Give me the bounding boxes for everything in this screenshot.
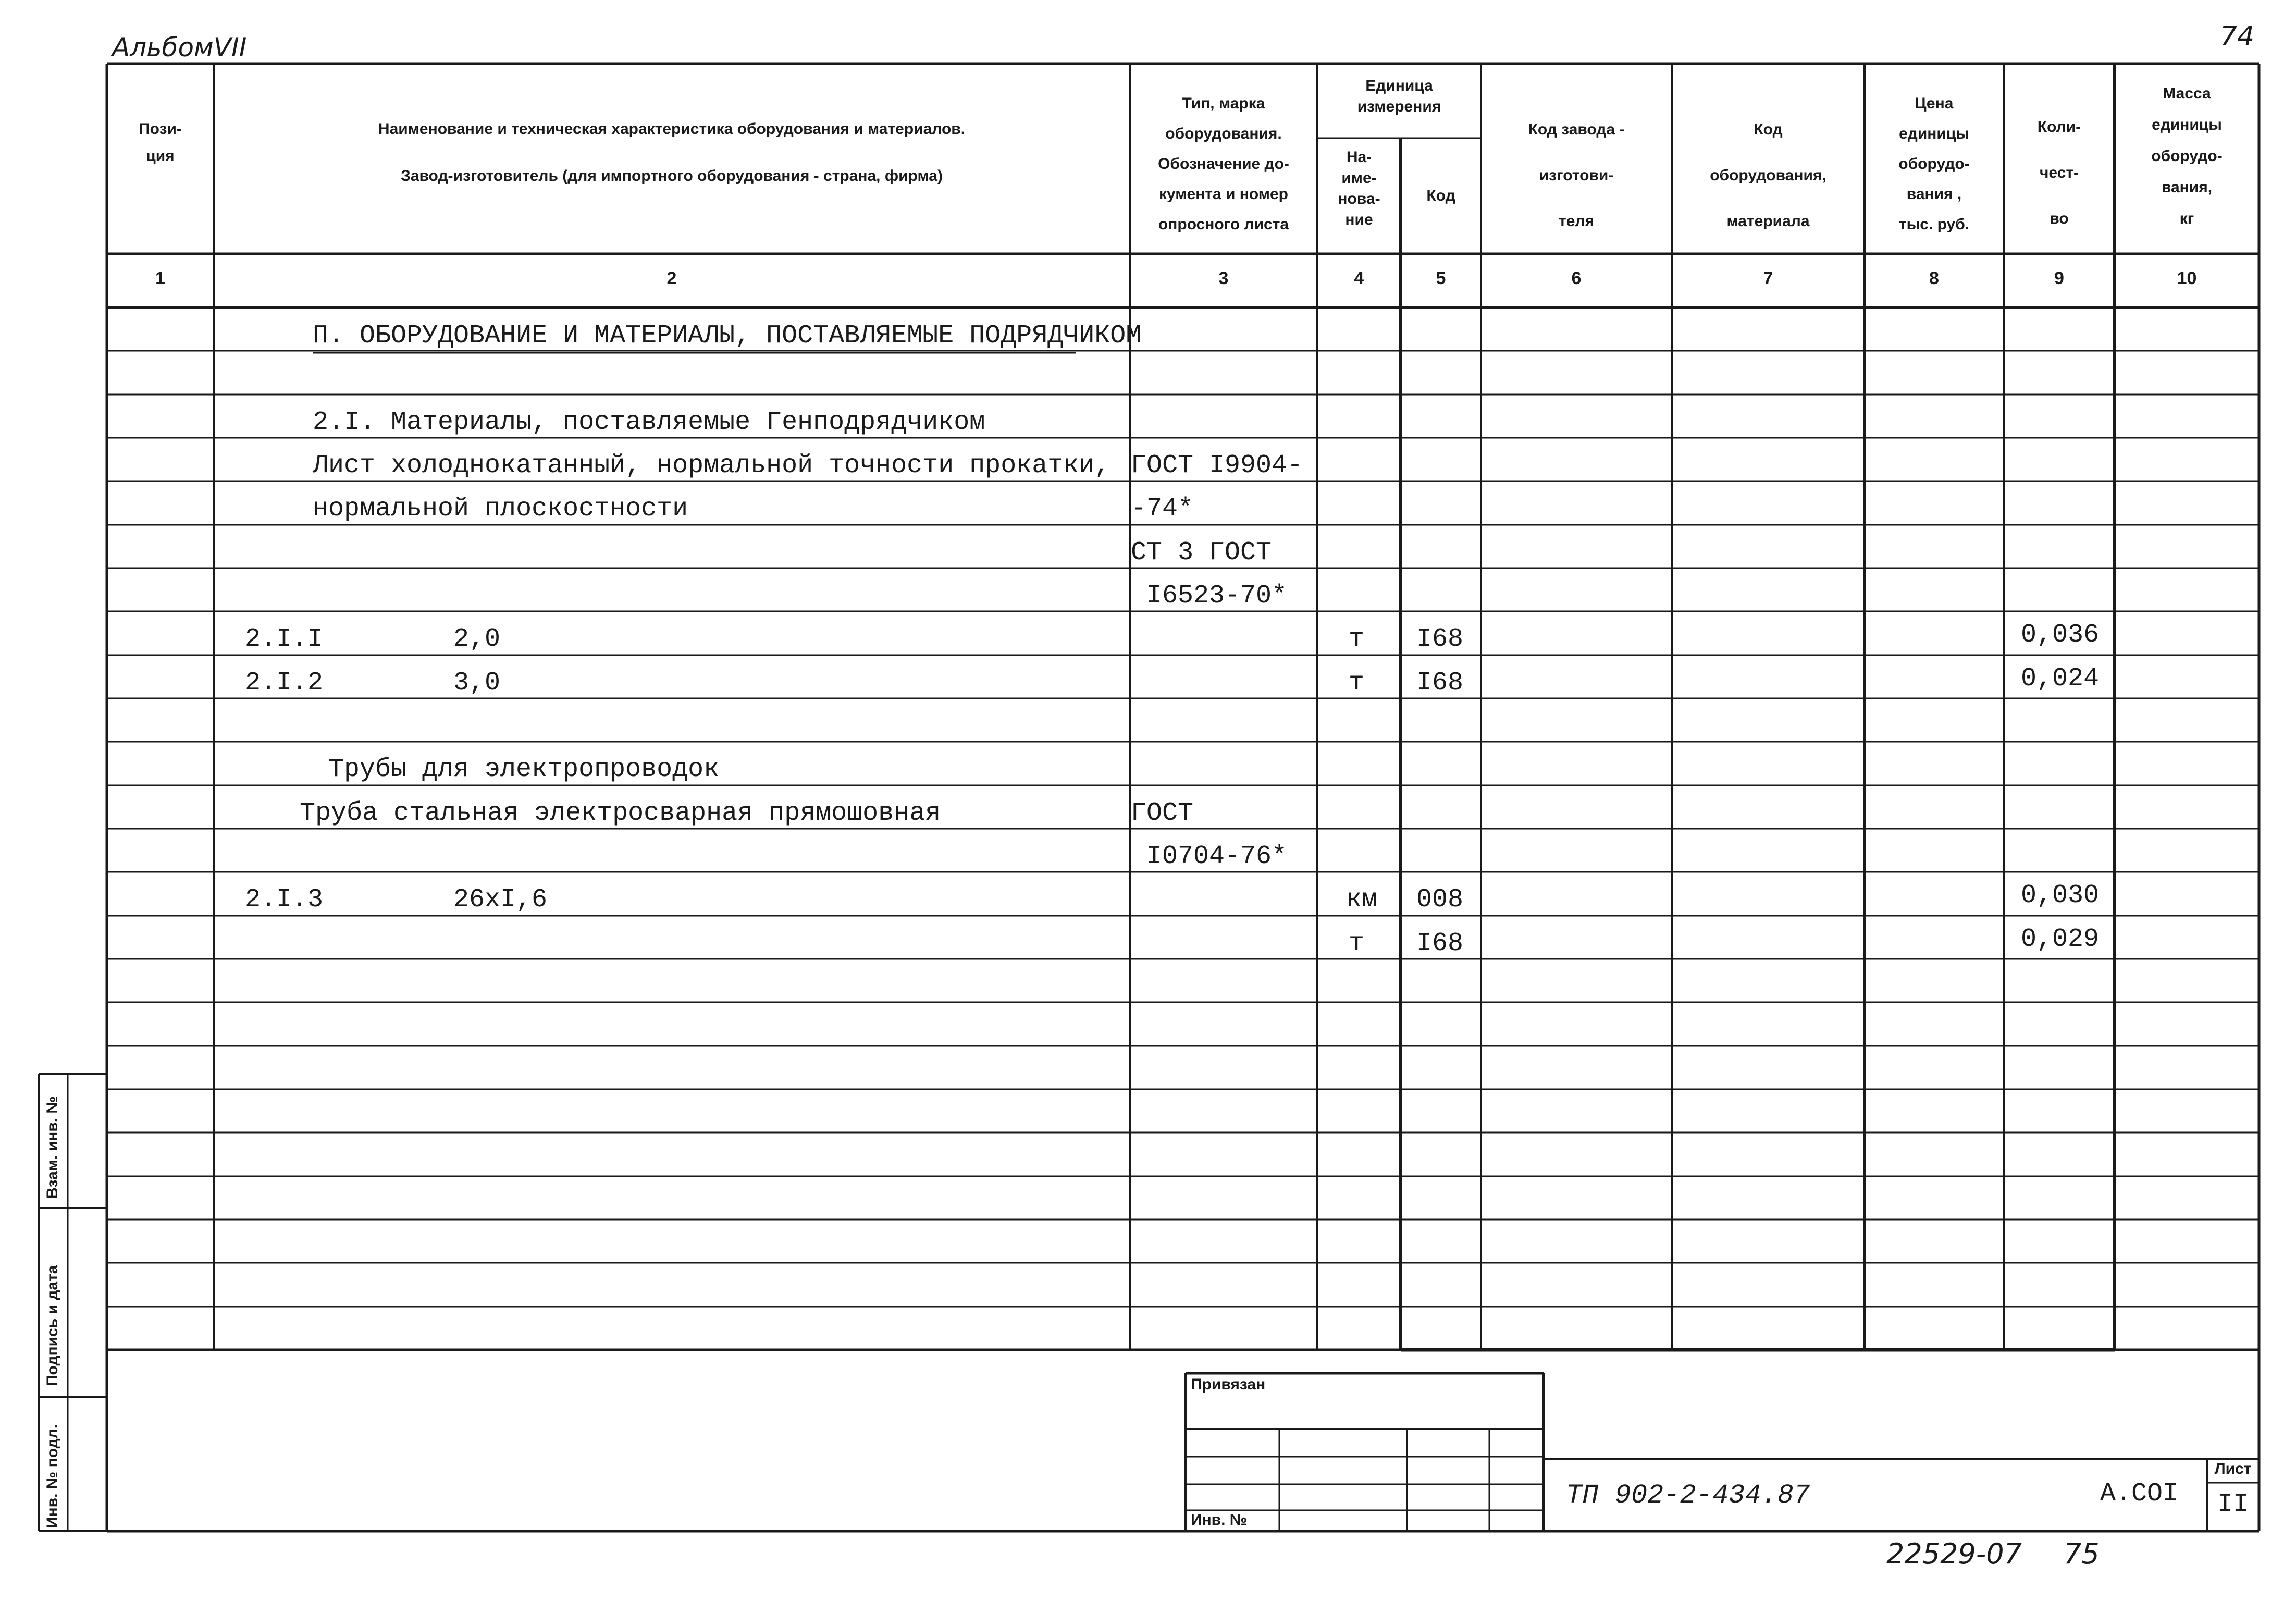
item-type: I6523-70* [1146,581,1288,611]
header-unit-name: На- име- нова- ние [1338,149,1380,228]
item-name: нормальной плоскостности [313,494,688,524]
item-position: 2.I.2 [245,668,324,698]
item-quantity: 0,030 [2021,881,2100,910]
stamp-bound-label: Привязан [1191,1376,1266,1393]
item-unit: т [1349,668,1365,698]
sheet-number: II [2217,1489,2249,1519]
item-unit: т [1349,624,1365,654]
subsection-header: 2.I. Материалы, поставляемые Генподрядчиком [313,408,985,437]
item-type: ГОСТ I9904- [1131,451,1303,481]
item-unit-code: 008 [1416,885,1464,915]
item-type: I0704-76* [1146,842,1288,871]
header-name-line2: Завод-изготовитель (для импортного оборудования - страна, фирма) [401,167,943,184]
stamp-inv-label: Инв. № [1191,1511,1248,1529]
header-name-line1: Наименование и техническая характеристика оборудования и материалов. [378,120,966,138]
group-header: Трубы для электропроводок [328,755,720,784]
section-header: П. ОБОРУДОВАНИЕ И МАТЕРИАЛЫ, ПОСТАВЛЯЕМЫЕ ПОДРЯДЧИКОМ [313,321,1142,351]
item-name: 3,0 [453,668,501,698]
column-number-10: 10 [2177,268,2197,288]
column-number-2: 2 [666,268,677,288]
header-equipment-code: Код оборудования, материала [1710,121,1826,230]
item-unit-code: I68 [1416,929,1464,958]
item-unit: т [1349,929,1365,958]
item-name: Лист холоднокатанный, нормальной точности прокатки, [313,451,1110,481]
album-label: АльбомVII [112,32,247,63]
item-unit-code: I68 [1416,668,1464,698]
item-name: 26xI,6 [453,885,548,915]
column-number-5: 5 [1436,268,1446,288]
item-unit-code: I68 [1416,624,1464,654]
column-number-4: 4 [1354,268,1364,288]
sheet-label: Лист [2214,1460,2252,1477]
item-name: 2,0 [453,624,501,654]
column-number-1: 1 [155,268,165,288]
side-label-replacement-inv: Взам. инв. № [44,1096,61,1199]
column-number-6: 6 [1571,268,1582,288]
header-unit-group: Единица измерения [1357,77,1441,115]
side-label-signature-date: Подпись и дата [44,1265,61,1386]
column-number-9: 9 [2054,268,2064,288]
item-type: -74* [1131,494,1194,524]
header-type: Тип, марка оборудования. Обозначение до- кумента и номер опросного листа [1158,95,1289,233]
column-number-7: 7 [1763,268,1773,288]
header-unit-code: Код [1426,187,1455,204]
doc-code: ТП 902-2-434.87 [1566,1480,1810,1511]
header-manufacturer-code: Код завода - изготови- теля [1528,121,1625,230]
bottom-page: 75 [2064,1537,2100,1570]
item-quantity: 0,036 [2021,620,2100,650]
item-type: ГОСТ [1131,798,1194,828]
item-position: 2.I.3 [245,885,324,915]
column-number-8: 8 [1929,268,1939,288]
sheet-code: А.СОI [2100,1479,2179,1509]
item-quantity: 0,029 [2021,925,2100,954]
item-type: СТ 3 ГОСТ [1131,538,1272,568]
bottom-code: 22529-07 [1886,1537,2022,1570]
header-mass: Масса единицы оборудо- вания, кг [2151,85,2223,227]
header-quantity: Коли- чест- во [2037,118,2081,227]
item-quantity: 0,024 [2021,664,2100,694]
item-name: Труба стальная электросварная прямошовная [300,798,941,828]
side-label-original-inv: Инв. № подл. [44,1424,61,1528]
item-position: 2.I.I [245,624,324,654]
header-position: Пози- ция [139,120,182,165]
column-number-3: 3 [1218,268,1229,288]
page-number-top: 74 [2220,21,2255,52]
header-price: Цена единицы оборудо- вания , тыс. руб. [1898,95,1970,233]
item-unit: км [1346,885,1378,915]
